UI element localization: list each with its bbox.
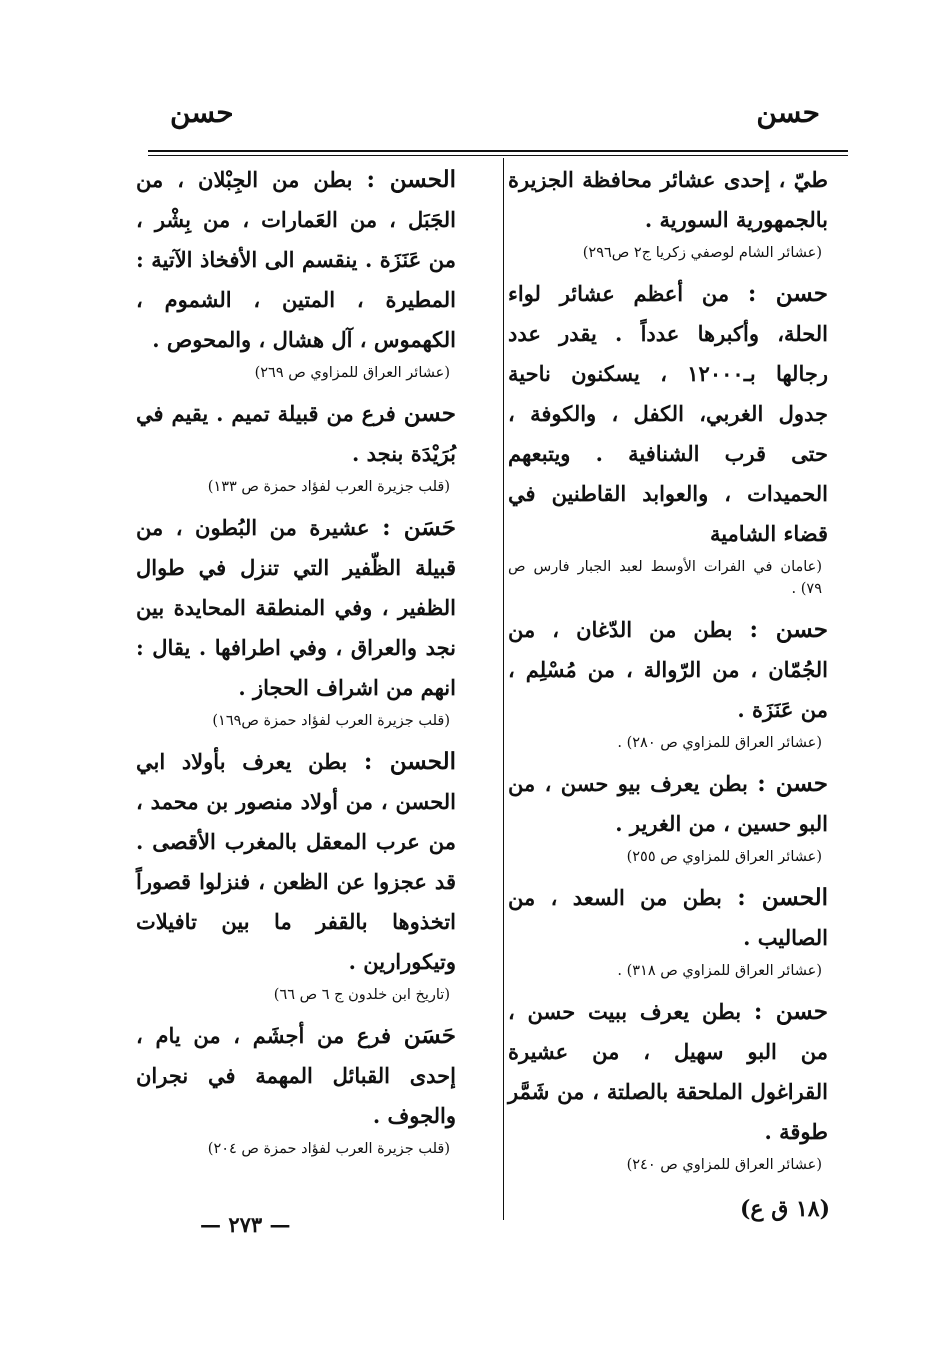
entry-text: حَسَن : عشيرة من البُطون ، من قبيلة الظّفير التي تنزل في طوال الظفير ، وفي المنطقة المحايدة بين نجد والعراق ، وفي اطرافها . يقال : انهم من اشراف الحجاز . (136, 514, 457, 700)
entry-text: الحسن : بطن من السعد ، من الصاليب . (508, 884, 828, 950)
column-divider (503, 158, 504, 1220)
entry-source: (قلب جزيرة العرب لفؤاد حمزة ص١٦٩) (212, 713, 450, 729)
entry (508, 160, 828, 264)
entry (136, 1016, 456, 1160)
entry-text: الحسن : بطن يعرف بأولاد ابي الحسن ، من أولاد منصور بن محمد ، من عرب المعقل بالمغرب الأقصى . قد عجزوا عن الظعن ، فنزلوا قصوراً اتخذوها بالقفر ما بين تافيلات وتيكورارين . (136, 748, 456, 974)
running-head-left: حسن (170, 96, 234, 129)
signature-mark: (١٨ ق ع) (740, 1196, 830, 1222)
entry (136, 394, 456, 498)
headword: الحسن : (366, 166, 456, 193)
headword: الحسن : (737, 884, 828, 911)
entry (508, 992, 828, 1176)
entry (136, 742, 456, 1006)
entry-source: (قلب جزيرة العرب لفؤاد حمزة ص ١٣٣) (207, 479, 450, 495)
entry-source: (عشائر العراق للمزاوي ص ٢٨٠) . (617, 735, 822, 751)
headword: حسن : (749, 616, 829, 643)
headword: حسن : (757, 770, 829, 797)
entry-source: (تاريخ ابن خلدون ج ٦ ص ٦٦) (273, 987, 450, 1003)
header-rule (148, 150, 848, 152)
header-rule-thin (148, 155, 848, 156)
entry (136, 160, 456, 384)
entry-text: حسن فرع من قبيلة تميم . يقيم في بُرَيْدَة بنجد . (136, 400, 456, 466)
page-number: — ٢٧٣ — (200, 1212, 291, 1237)
headword: حسن (403, 400, 456, 427)
left-column (136, 160, 456, 1170)
entry (508, 764, 828, 868)
headword: الحسن : (363, 748, 456, 775)
entry-source: (عشائر العراق للمزاوي ص ٢٦٩) (254, 365, 450, 381)
headword: حَسَن (403, 1022, 456, 1049)
entry-source: (عشائر العراق للمزاوي ص ٣١٨) . (617, 963, 822, 979)
entry-text: طيّ ، إحدى عشائر محافظة الجزيرة بالجمهورية السورية . (508, 167, 828, 232)
entry-source: (قلب جزيرة العرب لفؤاد حمزة ص ٢٠٤) (207, 1141, 450, 1157)
entry-text: حسن : بطن من الدّغان ، من الجُمّان ، من الرّوالة ، من مُسْلِم ، من عَنَزَة . (508, 616, 829, 722)
entry-text: حسن : بطن يعرف ببيت حسن ، من البو سهيل ، من عشيرة القراغول الملحقة بالصلتة ، من شَمَّر طوقة . (508, 998, 828, 1144)
headword: حَسَن : (382, 514, 457, 541)
right-column (508, 160, 828, 1186)
entry (508, 274, 828, 600)
entry (508, 878, 828, 982)
entry (508, 610, 828, 754)
headword: حسن : (747, 280, 828, 307)
running-head-right: حسن (756, 96, 820, 129)
entry-text: حسن : بطن يعرف بيو حسن ، من البو حسين ، من الغرير . (508, 770, 829, 836)
entry-source: (عشائر الشام لوصفي زكريا ج٢ ص٢٩٦) (582, 245, 822, 261)
entry (136, 508, 456, 732)
entry-text: حسن : من أعظم عشائر لواء الحلة، وأكبرها عدداً . يقدر عدد رجالها بـ١٢٠٠٠ ، يسكنون ناحية جدول الغربي، الكفل ، والكوفة ، حتى قرب الشنافية . ويتبعهم الحميدات ، والعوابد القاطنين في قضاء الشامية (508, 280, 828, 546)
entry-source: (عشائر العراق للمزاوي ص ٢٥٥) (626, 849, 822, 865)
entry-source: (عامان في الفرات الأوسط لعبد الجبار فارس ص ٧٩) . (508, 559, 822, 597)
entry-source: (عشائر العراق للمزاوي ص ٢٤٠) (626, 1157, 822, 1173)
entry-text: حَسَن فرع من أجشَم ، من يام ، إحدى القبائل المهمة في نجران والجوف . (136, 1022, 456, 1128)
entry-text: الحسن : بطن من الجِبْلان ، من الجَبَل ، من العَمارات ، من بِشْر ، من عَنَزَة . ينقسم الى الأفخاذ الآتية : المطيرة ، المتين ، الشموم ، الكهموس ، آل هشال ، والمحوص . (136, 166, 456, 352)
headword: حسن : (753, 998, 828, 1025)
